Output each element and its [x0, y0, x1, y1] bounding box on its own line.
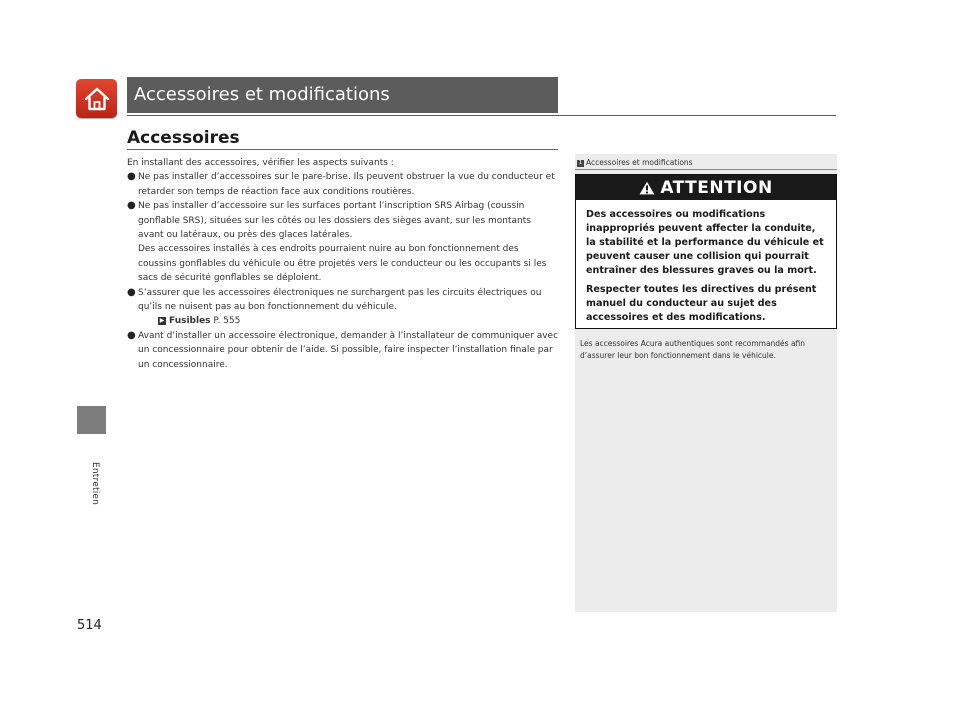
- bullet-icon: ●: [127, 329, 136, 341]
- sidebar-divider: [575, 169, 837, 170]
- warning-label: ATTENTION: [660, 177, 773, 198]
- warning-body: [576, 200, 836, 325]
- list-item: [127, 286, 559, 329]
- list-item: [127, 329, 559, 372]
- list-item-text: Avant d’installer un accessoire électronique, demander à l’installateur de communiquer avec un concessionnaire pour obtenir de l’aide. Si possible, faire inspecter l’installation finale par un concessionnaire.: [138, 330, 559, 370]
- list-item-text: Ne pas installer d’accessoire sur les surfaces portant l’inscription SRS Airbag (coussin gonflable SRS), situées sur les côtés ou les dossiers des sièges avant, sur les montants avant ou latéraux, ou près des glaces latérales.: [138, 201, 531, 241]
- sidebar-panel: [575, 154, 837, 612]
- list-item: [127, 170, 559, 199]
- xref-title: Fusibles: [169, 316, 211, 327]
- warning-paragraph: Des accessoires ou modifications inappropriés peuvent affecter la conduite, la stabilité et la performance du véhicule et peuvent causer une collision qui pourrait entraîner des blessures graves ou la mort.: [586, 209, 824, 276]
- page-title-bar: [127, 77, 558, 113]
- section-divider: [127, 149, 558, 150]
- sidebar-heading-text: Accessoires et modifications: [586, 158, 693, 167]
- warning-box: [575, 174, 837, 329]
- bullet-icon: ●: [127, 200, 136, 212]
- sidebar-heading: [577, 158, 693, 167]
- chapter-label-text: Entretien: [90, 462, 100, 506]
- warning-paragraph: Respecter toutes les directives du présent manuel du conducteur au sujet des accessoires et des modifications.: [586, 284, 817, 323]
- page-number: 514: [77, 618, 102, 633]
- intro-text: En installant des accessoires, vérifier les aspects suivants :: [127, 158, 394, 168]
- sidebar-note: Les accessoires Acura authentiques sont recommandés afin d’assurer leur bon fonctionnement dans le véhicule.: [580, 339, 806, 360]
- cross-reference-link[interactable]: [138, 314, 559, 328]
- chapter-tab[interactable]: [77, 406, 106, 434]
- bullet-icon: ●: [127, 286, 136, 298]
- home-icon: [83, 86, 111, 112]
- warning-header: [576, 175, 836, 200]
- xref-page: P. 555: [213, 316, 241, 327]
- list-item: [127, 199, 559, 285]
- bullet-list: [127, 170, 559, 372]
- page-title: Accessoires et modifications: [134, 84, 390, 105]
- home-button[interactable]: [76, 79, 117, 118]
- note-marker-icon: 1: [578, 159, 583, 166]
- title-divider: [127, 115, 836, 116]
- section-title: Accessoires: [127, 128, 240, 148]
- list-item-text: Ne pas installer d’accessoires sur le pare-brise. Ils peuvent obstruer la vue du conducteur et retarder son temps de réaction face aux conditions routières.: [138, 172, 555, 197]
- list-item-extra: Des accessoires installés à ces endroits pourraient nuire au bon fonctionnement des coussins gonflables du véhicule ou être projetés vers le conducteur ou les occupants si les sacs de sécurité gonflables se déploient.: [138, 244, 547, 284]
- warning-triangle-icon: [639, 181, 655, 195]
- main-content: [127, 156, 559, 372]
- xref-arrow-icon: ▶: [159, 316, 165, 324]
- bullet-icon: ●: [127, 171, 136, 183]
- list-item-text: S’assurer que les accessoires électroniques ne surchargent pas les circuits électriques ou qu’ils ne nuisent pas au bon fonctionnement du véhicule.: [138, 287, 542, 313]
